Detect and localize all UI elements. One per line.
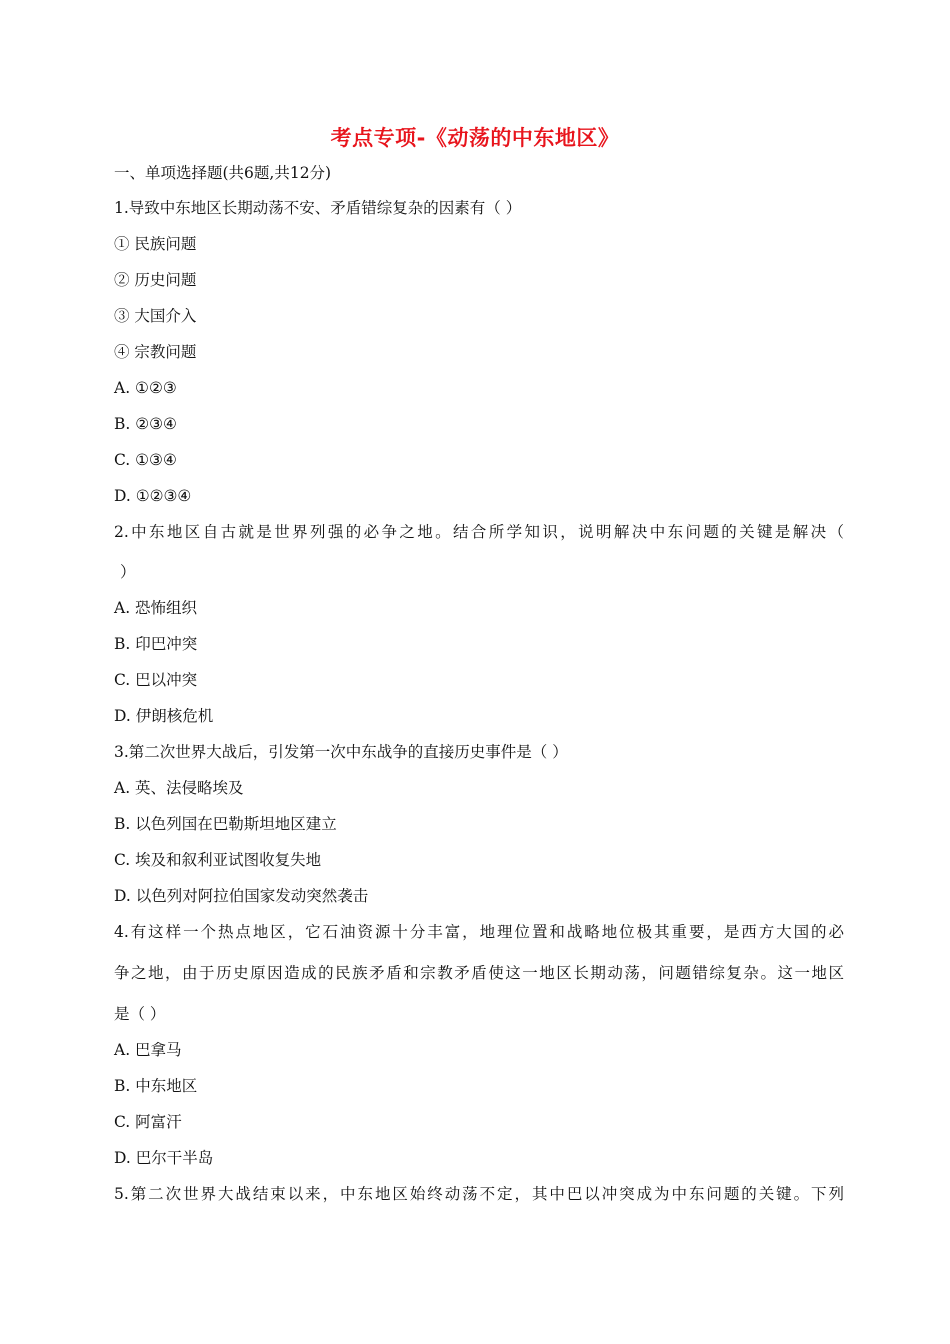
question-1-item: ③ 大国介入: [114, 307, 197, 325]
question-1-option-a: A. ①②③: [114, 379, 177, 397]
question-4-stem-line-3: 是（ ）: [114, 1005, 166, 1023]
question-4-stem-line-2: 争之地，由于历史原因造成的民族矛盾和宗教矛盾使这一地区长期动荡，问题错综复杂。这一地区: [114, 964, 844, 982]
question-2-stem-line-2: ）: [120, 563, 136, 581]
question-3-option-c: C. 埃及和叙利亚试图收复失地: [114, 851, 322, 869]
question-3-option-b: B. 以色列国在巴勒斯坦地区建立: [114, 815, 337, 833]
question-3-stem: 3.第二次世界大战后，引发第一次中东战争的直接历史事件是（ ）: [114, 743, 568, 761]
question-4-option-b: B. 中东地区: [114, 1077, 198, 1095]
question-1-option-b: B. ②③④: [114, 415, 177, 433]
question-1-item: ④ 宗教问题: [114, 343, 197, 361]
section-heading: 一、单项选择题(共6题,共12分): [114, 164, 332, 182]
page-title: 考点专项-《动荡的中东地区》: [330, 126, 620, 150]
question-2-option-c: C. 巴以冲突: [114, 671, 198, 689]
question-2-option-d: D. 伊朗核危机: [114, 707, 214, 725]
question-1-stem: 1.导致中东地区长期动荡不安、矛盾错综复杂的因素有（ ）: [114, 199, 522, 217]
question-4-option-d: D. 巴尔干半岛: [114, 1149, 214, 1167]
question-4-stem-line-1: 4.有这样一个热点地区，它石油资源十分丰富，地理位置和战略地位极其重要，是西方大国的必: [114, 923, 844, 941]
question-1-item: ① 民族问题: [114, 235, 197, 253]
question-1-option-d: D. ①②③④: [114, 487, 192, 505]
question-1-option-c: C. ①③④: [114, 451, 177, 469]
question-4-option-a: A. 巴拿马: [114, 1041, 182, 1059]
question-4-option-c: C. 阿富汗: [114, 1113, 182, 1131]
question-3-option-a: A. 英、法侵略埃及: [114, 779, 244, 797]
question-list: [114, 160, 844, 1217]
question-2-option-b: B. 印巴冲突: [114, 635, 198, 653]
question-1-item: ② 历史问题: [114, 271, 197, 289]
question-3-option-d: D. 以色列对阿拉伯国家发动突然袭击: [114, 887, 369, 905]
question-2-stem-line-1: 2.中东地区自古就是世界列强的必争之地。结合所学知识，说明解决中东问题的关键是解决（: [114, 523, 844, 541]
question-5-stem-line-1: 5.第二次世界大战结束以来，中东地区始终动荡不定，其中巴以冲突成为中东问题的关键。下列: [114, 1185, 844, 1203]
question-2-option-a: A. 恐怖组织: [114, 599, 198, 617]
